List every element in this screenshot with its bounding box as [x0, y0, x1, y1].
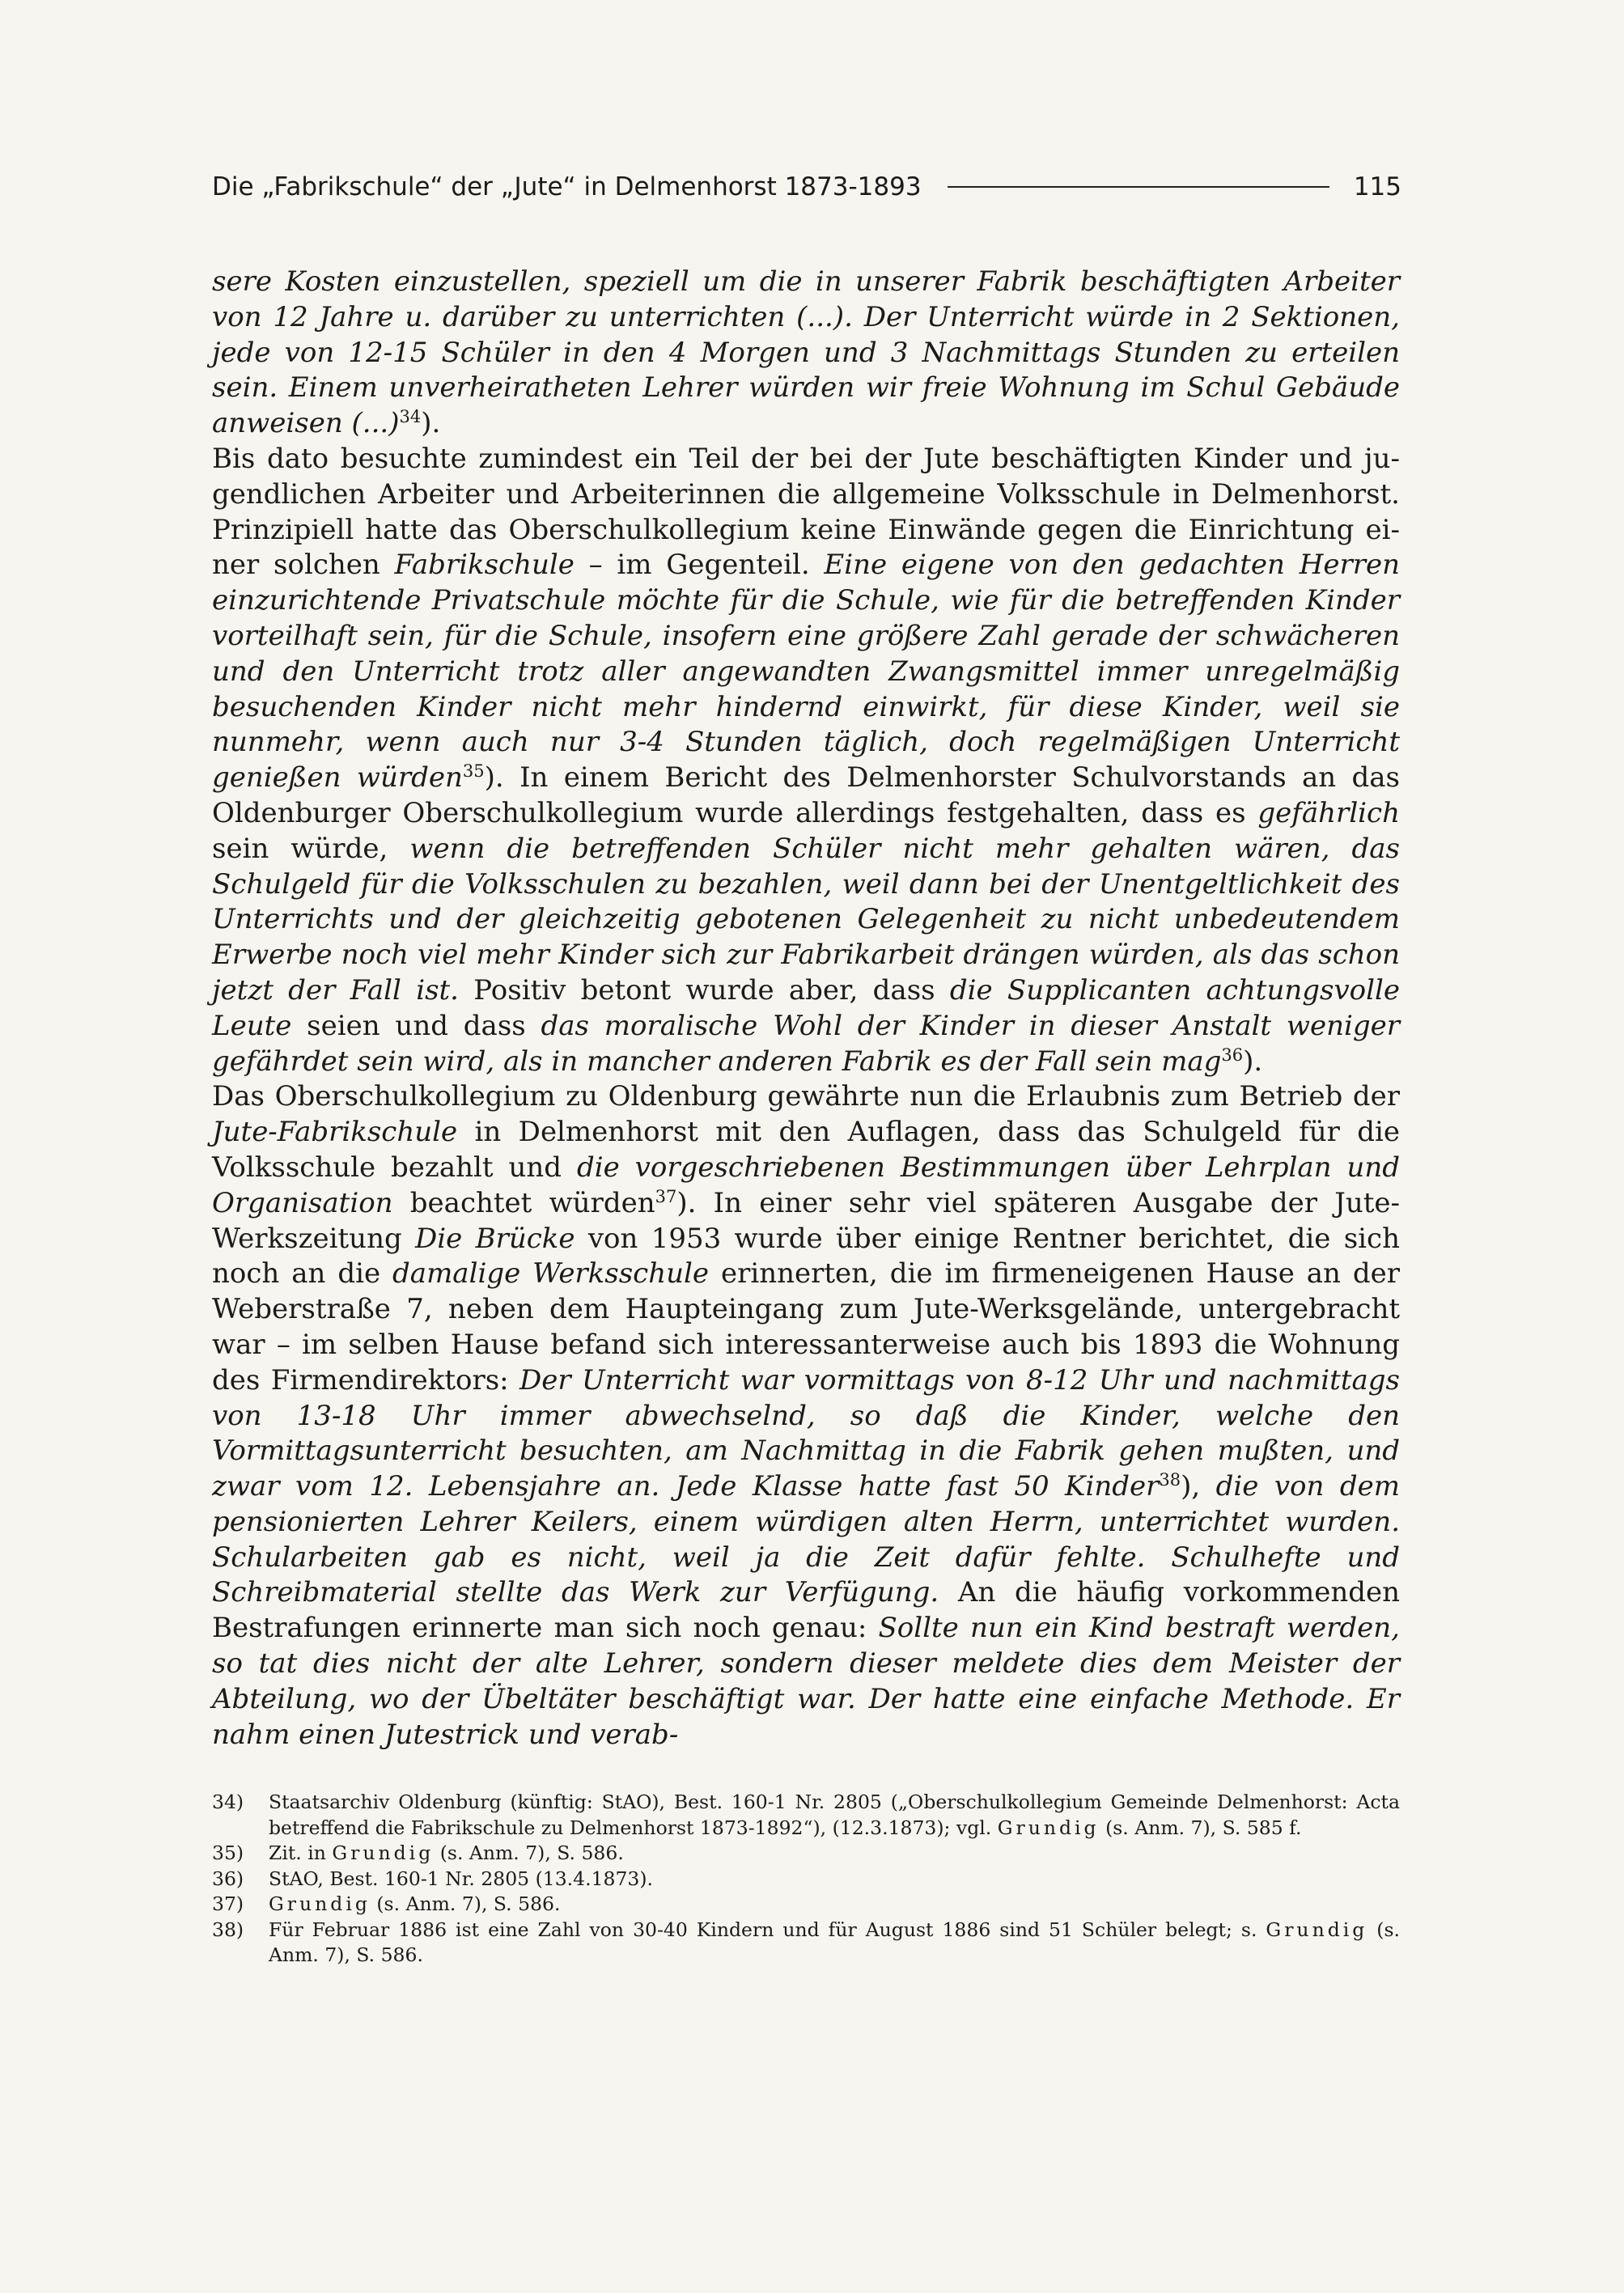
- footnote-37: [212, 1892, 1400, 1918]
- footnote-text: Für Februar 1886 ist eine Zahl von 30-40 Kindern und für August 1886 sind 51 Schüler belegt; s. Grundig (s. Anm. 7), S. 586.: [269, 1918, 1401, 1966]
- footnote-35: [212, 1841, 1400, 1867]
- quote-text: Eine eigene von den gedachten Herren einzurichtende Privatschule möchte für die Schule, wie für die betreffenden Kinder vorteilhaft sein, für die Schule, insofern eine größere Zahl gerade der schwächeren und den Unterricht trotz aller angewandten Zwangsmittel immer unregelmäßig besuchenden Kinder nicht mehr hindernd einwirkt, für diese Kinder, weil sie nunmehr, wenn auch nur 3-4 Stunden täglich, doch regelmäßigen Unterricht genießen würden: [212, 549, 1401, 795]
- author-name: Grundig: [1266, 1918, 1368, 1941]
- footnote-number: 36): [212, 1867, 244, 1890]
- footnote-number: 38): [212, 1918, 244, 1941]
- author-name: Grundig: [997, 1816, 1100, 1839]
- footnote-number: 34): [212, 1791, 244, 1813]
- paragraph-1: Bis dato besuchte zumindest ein Teil der bei der Jute beschäftigten Kinder und jugendlichen Arbeiter und Arbeiterinnen die allgemeine Volksschule in Delmenhorst. Prinzipiell hatte das Oberschulkollegium keine Einwände gegen die Einrichtung einer solchen Fabrikschule – im Gegenteil. Eine eigene von den gedachten Herren einzurichtende Privatschule möchte für die Schule, wie für die betreffenden Kinder vorteilhaft sein, für die Schule, insofern eine größere Zahl gerade der schwächeren und den Unterricht trotz aller angewandten Zwangsmittel immer unregelmäßig besuchenden Kinder nicht mehr hindernd einwirkt, für diese Kinder, weil sie nunmehr, wenn auch nur 3-4 Stunden täglich, doch regelmäßigen Unterricht genießen würden$^{35}$). In einem Bericht des Delmenhorster Schulvorstands an das Oldenburger Oberschulkollegium wurde allerdings festgehalten, dass es gefährlich sein würde, wenn die betreffenden Schüler nicht mehr gehalten wären, das Schulgeld für die Volksschulen zu bezahlen, weil dann bei der Unentgeltlichkeit des Unterrichts und der gleichzeitig gebotenen Gelegenheit zu nicht unbedeutendem Erwerbe noch viel mehr Kinder sich zur Fabrikarbeit drängen würden, als das schon jetzt der Fall ist. Positiv betont wurde aber, dass die Supplicanten achtungsvolle Leute seien und dass das moralische Wohl der Kinder in dieser Anstalt weniger gefährdet sein wird, als in mancher anderen Fabrik es der Fall sein mag$^{36}$).: [212, 442, 1401, 1078]
- header-rule: [948, 186, 1329, 188]
- footnote-number: 37): [212, 1892, 244, 1915]
- running-title: Die „Fabrikschule“ der „Jute“ in Delmenhorst 1873-1893: [212, 172, 922, 201]
- footnote-text: StAO, Best. 160-1 Nr. 2805 (13.4.1873).: [269, 1867, 654, 1890]
- author-name: Grundig: [269, 1892, 371, 1915]
- author-name: Grundig: [332, 1842, 435, 1864]
- page-number: 115: [1353, 172, 1401, 201]
- footnote-ref-36[interactable]: 36: [1221, 1045, 1244, 1065]
- body-text: [212, 265, 1400, 1753]
- footnote-38: [212, 1918, 1400, 1969]
- footnote-ref-38[interactable]: 38: [1159, 1470, 1181, 1490]
- paragraph-2: Das Oberschulkollegium zu Oldenburg gewährte nun die Erlaubnis zum Betrieb der Jute-Fabrikschule in Delmenhorst mit den Auflagen, dass das Schulgeld für die Volksschule bezahlt und die vorgeschriebenen Bestimmungen über Lehrplan und Organisation beachtet würden$^{37}$). In einer sehr viel späteren Ausgabe der Jute-Werkszeitung Die Brücke von 1953 wurde über einige Rentner berichtet, die sich noch an die damalige Werksschule erinnerten, die im firmeneigenen Hause an der Weberstraße 7, neben dem Haupteingang zum Jute-Werksgelände, untergebracht war – im selben Hause befand sich interessanterweise auch bis 1893 die Wohnung des Firmendirektors: Der Unterricht war vormittags von 8-12 Uhr und nachmittags von 13-18 Uhr immer abwechselnd, so daß die Kinder, welche den Vormittagsunterricht besuchten, am Nachmittag in die Fabrik gehen mußten, und zwar vom 12. Lebensjahre an. Jede Klasse hatte fast 50 Kinder$^{38}$), die von dem pensionierten Lehrer Keilers, einem würdigen alten Herrn, unterrichtet wurden. Schularbeiten gab es nicht, weil ja die Zeit dafür fehlte. Schulhefte und Schreibmaterial stellte das Werk zur Verfügung. An die häufig vorkommenden Bestrafungen erinnerte man sich noch genau: Sollte nun ein Kind bestraft werden, so tat dies nicht der alte Lehrer, sondern dieser meldete dies dem Meister der Abteilung, wo der Übeltäter beschäftigt war. Der hatte eine einfache Methode. Er nahm einen Jutestrick und verab-: [212, 1080, 1401, 1751]
- footnote-34: [212, 1790, 1400, 1841]
- quote-text: Der Unterricht war vormittags von 8-12 Uhr und nachmittags von 13-18 Uhr immer abwechselnd, so daß die Kinder, welche den Vormittagsunterricht besuchten, am Nachmittag in die Fabrik gehen mußten, und zwar vom 12. Lebensjahre an. Jede Klasse hatte fast 50 Kinder: [212, 1363, 1400, 1503]
- footnote-text: Zit. in Grundig (s. Anm. 7), S. 586.: [269, 1842, 624, 1864]
- quote-text: wenn die betreffenden Schüler nicht mehr gehalten wären, das Schulgeld für die Volksschulen zu bezahlen, weil dann bei der Unentgeltlichkeit des Unterrichts und der gleichzeitig gebotenen Gelegenheit zu nicht unbedeutendem Erwerbe noch viel mehr Kinder sich zur Fabrikarbeit drängen würden, als das schon jetzt der Fall ist.: [212, 832, 1400, 1007]
- footnote-36: [212, 1867, 1400, 1892]
- footnote-ref-35[interactable]: 35: [462, 761, 485, 782]
- quote-text: das moralische Wohl der Kinder in dieser Anstalt weniger gefährdet sein wird, als in mancher anderen Fabrik es der Fall sein mag: [212, 1009, 1401, 1078]
- quote-paragraph: sere Kosten einzustellen, speziell um die in unserer Fabrik beschäftigten Arbeiter von 12 Jahre u. darüber zu unterrichten (...). Der Unterricht würde in 2 Sektionen, jede von 12-15 Schüler in den 4 Morgen und 3 Nachmittags Stunden zu erteilen sein. Einem unverheiratheten Lehrer würden wir freie Wohnung im Schul Gebäude anweisen (...)$^{34}$).: [212, 265, 1400, 440]
- footnote-text: Grundig (s. Anm. 7), S. 586.: [269, 1892, 561, 1915]
- footnotes: [212, 1790, 1400, 1969]
- quote-text: die von dem pensionierten Lehrer Keilers, einem würdigen alten Herrn, unterrichtet wurden. Schularbeiten gab es nicht, weil ja die Zeit dafür fehlte. Schulhefte und Schreibmaterial stellte das Werk zur Verfügung.: [212, 1470, 1401, 1609]
- quote-text: sere Kosten einzustellen, speziell um die in unserer Fabrik beschäftigten Arbeiter von 12 Jahre u. darüber zu unterrichten (...). Der Unterricht würde in 2 Sektionen, jede von 12-15 Schüler in den 4 Morgen und 3 Nachmittags Stunden zu erteilen sein. Einem unverheiratheten Lehrer würden wir freie Wohnung im Schul Gebäude anweisen (...): [212, 265, 1400, 440]
- quote-text: Sollte nun ein Kind bestraft werden, so tat dies nicht der alte Lehrer, sondern dieser meldete dies dem Meister der Abteilung, wo der Übeltäter beschäftigt war. Der hatte eine einfache Methode. Er nahm einen Jutestrick und verab-: [212, 1612, 1400, 1751]
- footnote-ref-34[interactable]: 34: [399, 407, 422, 427]
- footnote-text: Staatsarchiv Oldenburg (künftig: StAO), Best. 160-1 Nr. 2805 („Oberschulkollegium Gemeinde Delmenhorst: Acta betreffend die Fabrikschule zu Delmenhorst 1873-1892“), (12.3.1873); vgl. Grundig (s. Anm. 7), S. 585 f.: [269, 1791, 1400, 1839]
- running-header: [212, 167, 1401, 206]
- footnote-ref-37[interactable]: 37: [655, 1186, 677, 1206]
- footnote-number: 35): [212, 1842, 244, 1864]
